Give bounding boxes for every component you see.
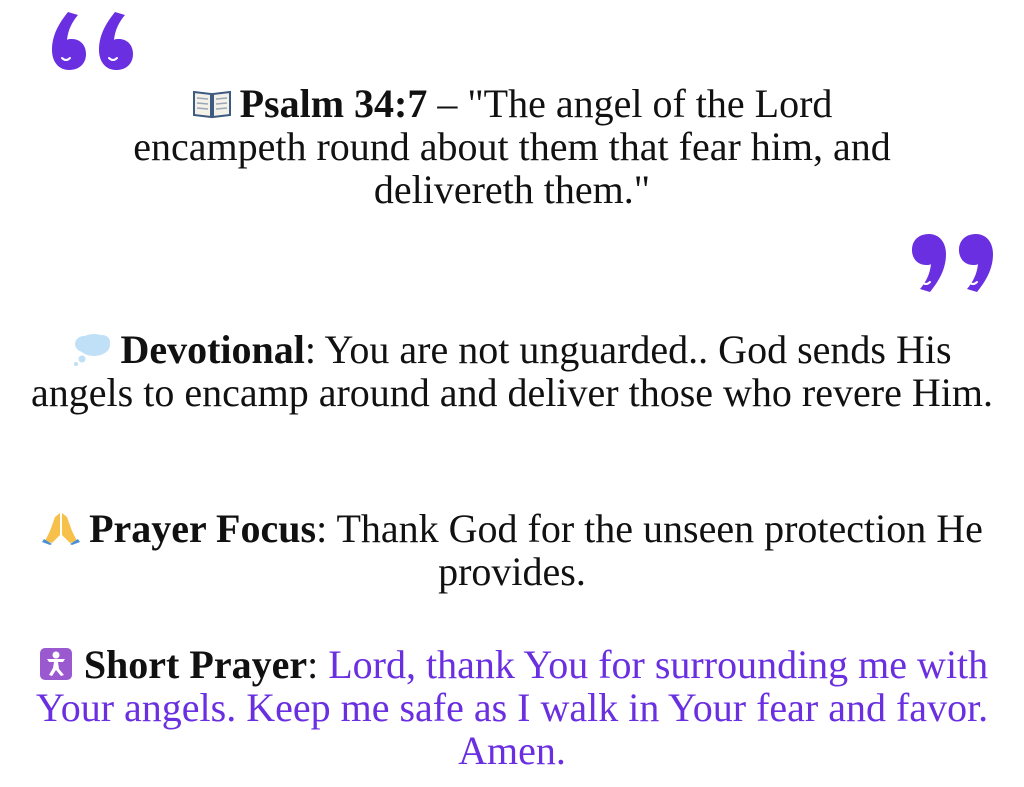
verse-section: [0, 82, 1024, 211]
verse-text: "The angel of the Lord encampeth round about them that fear him, and delivereth them.": [133, 81, 891, 212]
verse-dash: –: [427, 81, 468, 126]
praying-hands-icon: [41, 511, 81, 545]
short-prayer-separator: :: [307, 642, 329, 687]
prayer-focus-label: Prayer Focus: [89, 506, 317, 551]
devotional-section: [0, 328, 1024, 414]
short-prayer-section: [0, 643, 1024, 772]
close-quote-icon: [903, 224, 1003, 304]
devotional-text: You are not unguarded.. God sends His angels to encamp around and deliver those who revere Him.: [31, 327, 993, 415]
kneeling-person-icon: [36, 647, 76, 681]
thought-bubble-icon: [72, 332, 112, 366]
open-quote-icon: [42, 0, 142, 80]
verse-reference: Psalm 34:7: [239, 81, 428, 126]
prayer-focus-text: Thank God for the unseen protection He provides.: [336, 506, 983, 594]
prayer-focus-section: [0, 507, 1024, 593]
prayer-focus-separator: :: [316, 506, 337, 551]
short-prayer-text: Lord, thank You for surrounding me with Your angels. Keep me safe as I walk in Your fear and favor. Amen.: [35, 642, 989, 773]
devotional-label: Devotional: [120, 327, 305, 372]
devotional-separator: :: [304, 327, 325, 372]
short-prayer-label: Short Prayer: [83, 642, 308, 687]
open-book-icon: [192, 86, 232, 120]
